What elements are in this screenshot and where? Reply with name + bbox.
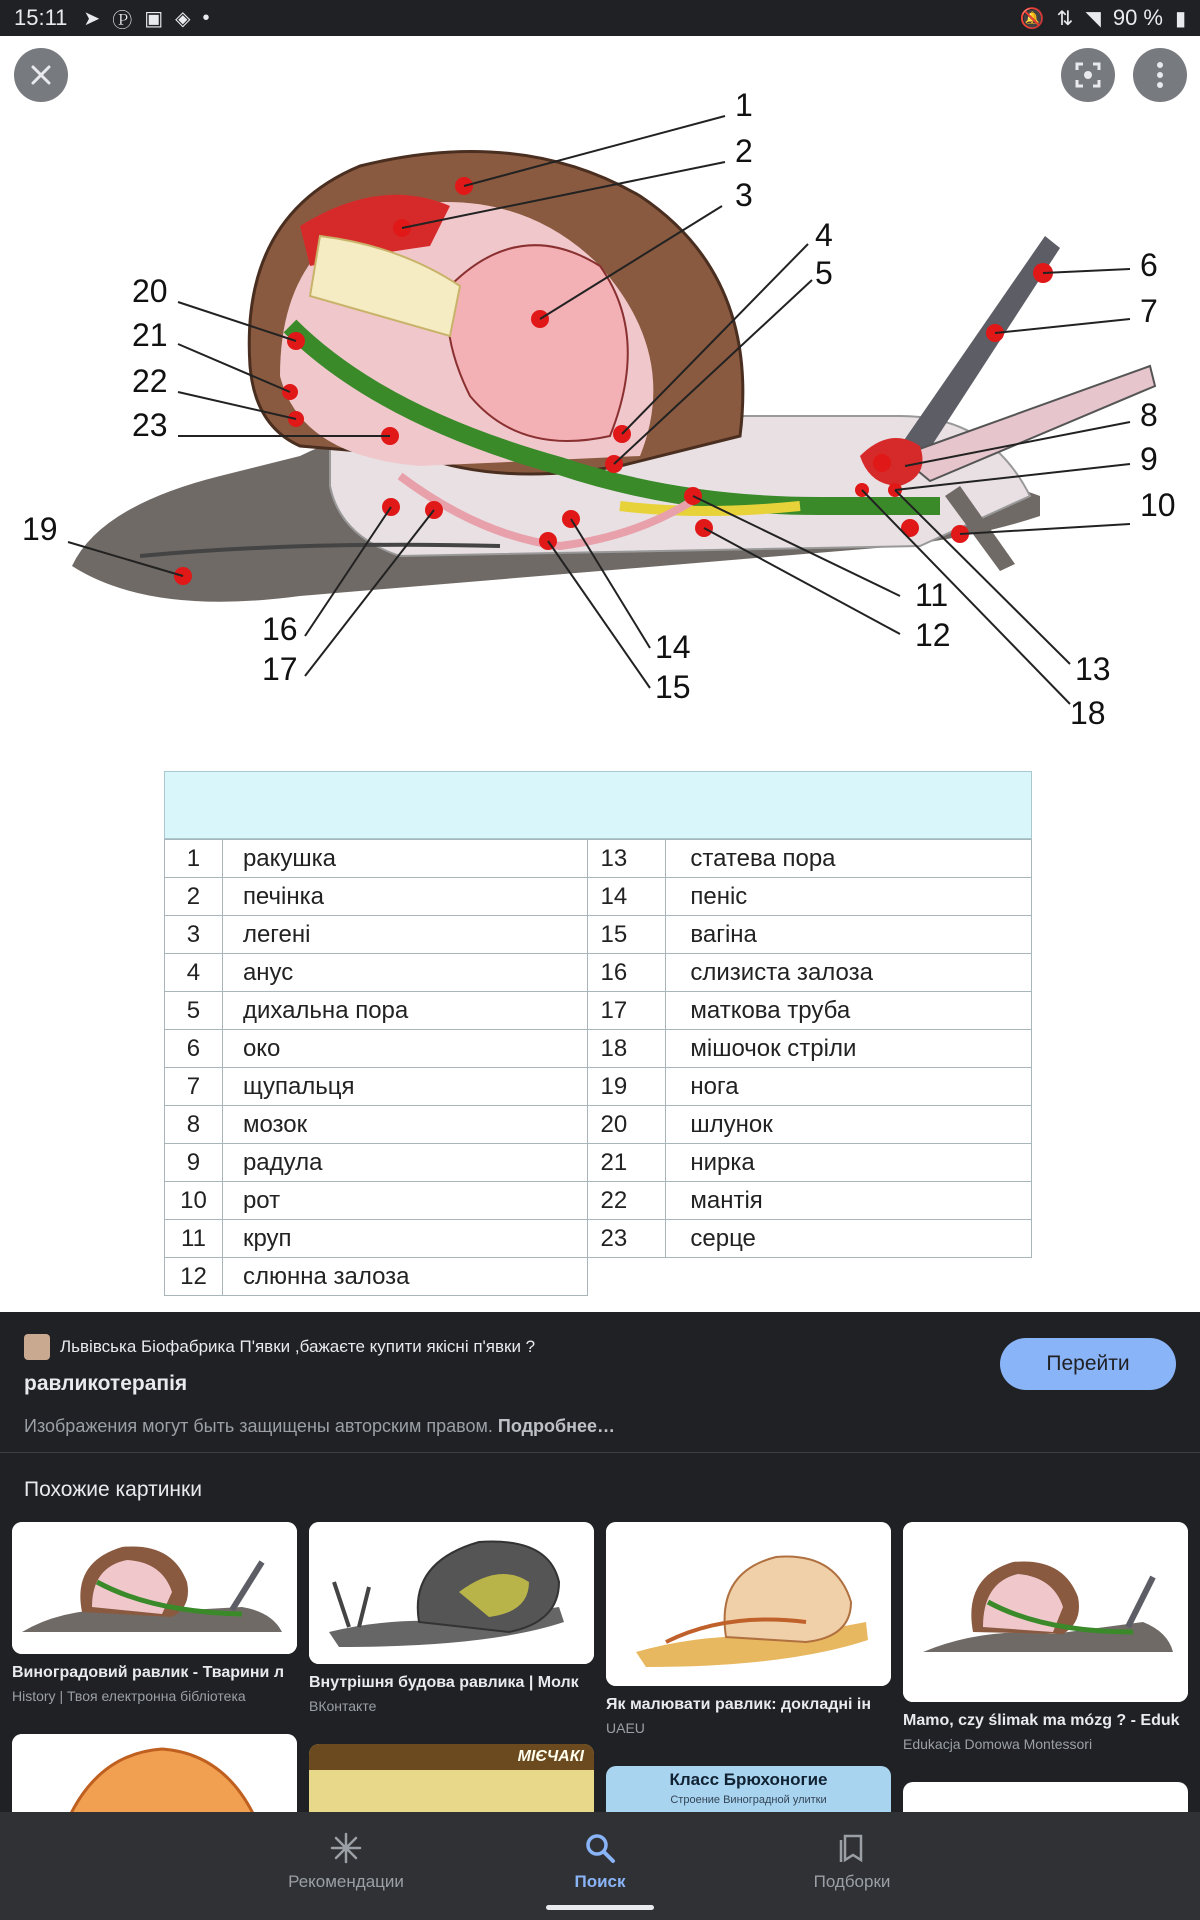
diagram-label: 5	[815, 255, 833, 291]
legend-number: 9	[165, 1144, 223, 1182]
legend-number: 6	[165, 1030, 223, 1068]
similar-card-banner: Класс Брюхоногие	[669, 1770, 828, 1789]
collections-icon	[836, 1832, 868, 1864]
legend-term: маткова труба	[666, 992, 1032, 1030]
legend-term: пеніс	[666, 878, 1032, 916]
image-viewer[interactable]	[0, 36, 1200, 1312]
diagram-label: 16	[262, 611, 298, 647]
legend-term: мозок	[222, 1106, 588, 1144]
diagram-label: 11	[915, 577, 949, 613]
legend-row	[165, 1220, 1032, 1258]
diagram-label: 8	[1140, 397, 1158, 433]
source-site-name: Львівська Біофабрика П'явки ,бажаєте купити якісні п'явки ?	[60, 1337, 536, 1356]
diagram-label: 14	[655, 629, 691, 665]
legend-row	[165, 1068, 1032, 1106]
snail-thumbnail	[12, 1734, 297, 1812]
legend-term: мішочок стріли	[666, 1030, 1032, 1068]
source-panel	[0, 1312, 1200, 1452]
similar-thumbnail[interactable]	[903, 1782, 1188, 1812]
source-site[interactable]	[24, 1334, 535, 1360]
legend-row	[165, 916, 1032, 954]
legend-term: статева пора	[666, 840, 1032, 878]
visit-button[interactable]: Перейти	[1000, 1338, 1176, 1390]
similar-card-source: History | Твоя електронна бібліотека	[12, 1688, 246, 1704]
more-vert-icon	[1155, 61, 1165, 89]
divider	[0, 1452, 1200, 1453]
legend-number: 13	[588, 840, 666, 878]
legend-term: щупальця	[222, 1068, 588, 1106]
diagram-label: 13	[1075, 651, 1111, 687]
legend-number: 20	[588, 1106, 666, 1144]
telegram-icon: ➤	[83, 7, 101, 30]
lens-button[interactable]	[1061, 48, 1115, 102]
legend-term: слюнна залоза	[222, 1258, 588, 1296]
similar-thumbnail[interactable]	[309, 1522, 594, 1664]
bottom-navigation	[0, 1812, 1200, 1920]
diagram-label: 4	[815, 217, 833, 253]
marker-dot	[873, 454, 891, 472]
legend-term: нирка	[666, 1144, 1032, 1182]
nav-collections-label: Подборки	[813, 1872, 891, 1891]
search-icon	[584, 1832, 616, 1864]
diagram-label: 22	[132, 363, 168, 399]
legend-term: печінка	[222, 878, 588, 916]
similar-card[interactable]	[903, 1782, 1188, 1812]
legend-row	[165, 1144, 1032, 1182]
nav-collections[interactable]	[742, 1830, 962, 1892]
legend-number: 19	[588, 1068, 666, 1106]
diagram-label: 23	[132, 407, 168, 443]
legend-number: 4	[165, 954, 223, 992]
legend-header-band	[164, 771, 1032, 839]
legend-term: рот	[222, 1182, 588, 1220]
diagram-label: 21	[132, 317, 168, 353]
legend-term: анус	[222, 954, 588, 992]
similar-thumbnail[interactable]	[606, 1766, 891, 1812]
legend-number: 3	[165, 916, 223, 954]
close-icon	[28, 62, 54, 88]
similar-thumbnail[interactable]	[12, 1522, 297, 1654]
diagram-label: 6	[1140, 247, 1158, 283]
legend-row	[165, 1030, 1032, 1068]
legend-number: 21	[588, 1144, 666, 1182]
similar-card[interactable]	[309, 1744, 594, 1812]
box-icon: ▣	[144, 7, 164, 30]
site-favicon-icon	[24, 1334, 50, 1360]
lens-icon	[1073, 60, 1103, 90]
legend-term: серце	[666, 1220, 1032, 1258]
legend-number: 2	[165, 878, 223, 916]
legend-number: 18	[588, 1030, 666, 1068]
legend-term: круп	[222, 1220, 588, 1258]
diagram-label: 15	[655, 669, 691, 705]
legend-row	[165, 1106, 1032, 1144]
legend-term: око	[222, 1030, 588, 1068]
diagram-label: 18	[1070, 695, 1106, 731]
nav-search[interactable]	[490, 1830, 710, 1892]
data-arrows-icon: ⇅	[1056, 7, 1074, 30]
similar-thumbnail[interactable]	[903, 1522, 1188, 1702]
status-bar	[0, 0, 1200, 36]
more-options-button[interactable]	[1133, 48, 1187, 102]
similar-card[interactable]	[903, 1522, 1188, 1752]
legend-term: нога	[666, 1068, 1032, 1106]
battery-percent: 90 %	[1112, 5, 1163, 30]
legend-row	[165, 840, 1032, 878]
copyright-notice	[24, 1416, 615, 1437]
copyright-text: Изображения могут быть защищены авторским правом.	[24, 1416, 493, 1436]
nav-recommendations-label: Рекомендации	[288, 1872, 404, 1891]
similar-thumbnail[interactable]	[12, 1734, 297, 1812]
similar-card-source: Edukacja Domowa Montessori	[903, 1736, 1093, 1752]
similar-thumbnail[interactable]	[309, 1744, 594, 1812]
diagram-label: 20	[132, 273, 168, 309]
similar-images-grid	[12, 1522, 1188, 1812]
legend-number: 23	[588, 1220, 666, 1258]
legend-number: 11	[165, 1220, 223, 1258]
similar-card-source: ВКонтакте	[309, 1698, 377, 1714]
legend-number: 5	[165, 992, 223, 1030]
snail-thumbnail	[12, 1522, 297, 1654]
legend-term: дихальна пора	[222, 992, 588, 1030]
status-time: 15:11	[14, 5, 68, 30]
app-icon: ◈	[175, 7, 191, 30]
pinterest-icon: Ⓟ	[112, 9, 133, 32]
legend-number: 12	[165, 1258, 223, 1296]
legend-empty-cell	[588, 1258, 666, 1296]
legend-number: 8	[165, 1106, 223, 1144]
mute-icon: 🔕	[1019, 7, 1045, 30]
legend-term: радула	[222, 1144, 588, 1182]
diagram-label: 9	[1140, 441, 1158, 477]
legend-term: вагіна	[666, 916, 1032, 954]
legend-row	[165, 954, 1032, 992]
legend-term: шлунок	[666, 1106, 1032, 1144]
legend-number: 14	[588, 878, 666, 916]
legend-number: 15	[588, 916, 666, 954]
similar-card[interactable]	[12, 1734, 297, 1812]
legend-number: 17	[588, 992, 666, 1030]
similar-images-heading: Похожие картинки	[24, 1478, 202, 1501]
similar-thumbnail[interactable]	[606, 1522, 891, 1686]
more-info-link[interactable]: Подробнее…	[497, 1416, 616, 1436]
similar-card[interactable]	[606, 1522, 891, 1736]
similar-card[interactable]	[309, 1522, 594, 1714]
source-title[interactable]: равликотерапія	[24, 1372, 188, 1395]
legend-number: 1	[165, 840, 223, 878]
legend-number: 16	[588, 954, 666, 992]
similar-card-source: UAEU	[606, 1720, 645, 1736]
diagram-label: 10	[1140, 487, 1176, 523]
battery-icon: ▮	[1174, 7, 1186, 30]
legend-number: 10	[165, 1182, 223, 1220]
diagram-label: 17	[262, 651, 298, 687]
similar-card-subtitle: Строение Виноградной улитки	[670, 1794, 827, 1806]
close-button[interactable]	[14, 48, 68, 102]
snail-thumbnail	[309, 1522, 594, 1664]
sparkle-icon	[330, 1832, 362, 1864]
legend-term: легені	[222, 916, 588, 954]
snail-thumbnail	[903, 1522, 1188, 1702]
snail-thumbnail	[606, 1522, 891, 1686]
dot-icon: •	[202, 6, 210, 29]
similar-card[interactable]	[12, 1522, 297, 1704]
legend-row	[165, 1182, 1032, 1220]
legend-row	[165, 992, 1032, 1030]
diagram-label: 3	[735, 177, 753, 213]
similar-card-title[interactable]: Виноградовий равлик - Тварини л	[12, 1664, 284, 1681]
legend-number: 22	[588, 1182, 666, 1220]
nav-recommendations[interactable]	[236, 1830, 456, 1892]
nav-search-label: Поиск	[574, 1872, 626, 1891]
diagram-label: 7	[1140, 293, 1158, 329]
similar-card-title[interactable]: Як малювати равлик: докладні ін	[606, 1696, 872, 1713]
legend-empty-cell	[666, 1258, 1032, 1296]
legend-number: 7	[165, 1068, 223, 1106]
similar-card-title[interactable]: Внутрішня будова равлика | Молк	[309, 1674, 579, 1691]
similar-card-banner: МІЄЧАКІ	[309, 1744, 594, 1770]
snail-anatomy-diagram	[0, 36, 1200, 756]
legend-row	[165, 1258, 1032, 1296]
wifi-icon: ◥	[1085, 7, 1101, 30]
digestive-tract-yellow	[620, 506, 800, 511]
legend-table	[164, 771, 1032, 1296]
diagram-label: 19	[22, 511, 58, 547]
similar-card[interactable]	[606, 1766, 891, 1812]
similar-card-title[interactable]: Mamo, czy ślimak ma mózg ? - Eduk	[903, 1712, 1180, 1729]
legend-term: мантія	[666, 1182, 1032, 1220]
diagram-label: 1	[735, 87, 753, 123]
legend-term: слизиста залоза	[666, 954, 1032, 992]
diagram-label: 12	[915, 617, 951, 653]
legend-term: ракушка	[222, 840, 588, 878]
diagram-label: 2	[735, 133, 753, 169]
home-indicator[interactable]	[546, 1905, 654, 1910]
legend-row	[165, 878, 1032, 916]
